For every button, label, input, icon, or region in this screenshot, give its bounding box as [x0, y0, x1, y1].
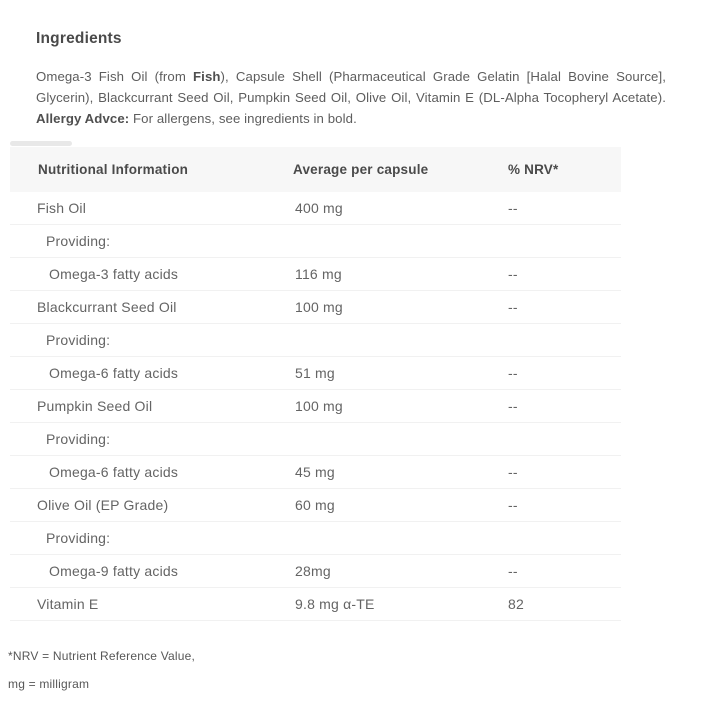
row-nrv: -- [508, 497, 518, 513]
row-amount: 116 mg [295, 266, 342, 282]
row-amount: 100 mg [295, 299, 343, 315]
nutrition-table-header [10, 147, 621, 192]
row-nrv: -- [508, 464, 518, 480]
row-name: Pumpkin Seed Oil [37, 398, 153, 414]
table-row-olive-oil [10, 489, 621, 522]
row-name: Providing: [46, 332, 111, 348]
allergen-bold-fish: Fish [193, 69, 221, 84]
ingredients-heading: Ingredients [36, 30, 122, 47]
row-name: Providing: [46, 431, 111, 447]
column-header-average-per-capsule: Average per capsule [293, 162, 429, 177]
row-name: Fish Oil [37, 200, 87, 216]
row-amount: 9.8 mg α-TE [295, 596, 375, 612]
description-segment: ), Capsule Shell (Pharmaceutical Grade Gelatin [Halal Bovine Source], Glycerin), Blackcurrant Seed Oil, Pumpkin Seed Oil, Olive Oil, Vitamin E (DL-Alpha Tocopheryl Acetate). [36, 69, 666, 105]
row-nrv: 82 [508, 596, 524, 612]
description-segment: Omega-3 Fish Oil (from [36, 69, 194, 84]
table-row-pumpkin-seed-oil [10, 390, 621, 423]
table-row-omega6 [10, 456, 621, 489]
row-amount: 28mg [295, 563, 331, 579]
table-row-providing [10, 423, 621, 456]
row-nrv: -- [508, 266, 518, 282]
row-nrv: -- [508, 398, 518, 414]
table-row-fish-oil [10, 192, 621, 225]
table-row-providing [10, 522, 621, 555]
column-header-nrv: % NRV* [508, 162, 559, 177]
row-name: Blackcurrant Seed Oil [37, 299, 177, 315]
table-row-omega6 [10, 357, 621, 390]
row-amount: 45 mg [295, 464, 335, 480]
row-nrv: -- [508, 365, 518, 381]
table-row-blackcurrant-seed-oil [10, 291, 621, 324]
row-nrv: -- [508, 299, 518, 315]
table-row-omega9 [10, 555, 621, 588]
row-nrv: -- [508, 200, 518, 216]
footnote-nrv: *NRV = Nutrient Reference Value, [8, 649, 196, 663]
row-name: Vitamin E [37, 596, 99, 612]
row-name: Omega-6 fatty acids [49, 365, 179, 381]
horizontal-scrollbar-thumb[interactable] [10, 141, 72, 146]
row-amount: 60 mg [295, 497, 335, 513]
allergy-advice-label: Allergy Advce: [36, 111, 130, 126]
table-footnotes [8, 648, 195, 704]
row-nrv: -- [508, 563, 518, 579]
footnote-mg: mg = milligram [8, 677, 90, 691]
row-amount: 400 mg [295, 200, 343, 216]
table-row-providing [10, 324, 621, 357]
row-name: Olive Oil (EP Grade) [37, 497, 169, 513]
row-name: Omega-6 fatty acids [49, 464, 179, 480]
row-name: Providing: [46, 233, 111, 249]
row-amount: 100 mg [295, 398, 343, 414]
description-segment: For allergens, see ingredients in bold. [129, 111, 357, 126]
row-name: Providing: [46, 530, 111, 546]
column-header-nutritional-information: Nutritional Information [38, 162, 189, 177]
row-amount: 51 mg [295, 365, 335, 381]
nutrition-table [10, 147, 621, 621]
row-name: Omega-3 fatty acids [49, 266, 179, 282]
table-row-omega3 [10, 258, 621, 291]
row-name: Omega-9 fatty acids [49, 563, 179, 579]
table-row-vitamin-e [10, 588, 621, 621]
table-row-providing [10, 225, 621, 258]
ingredients-description [36, 66, 666, 129]
